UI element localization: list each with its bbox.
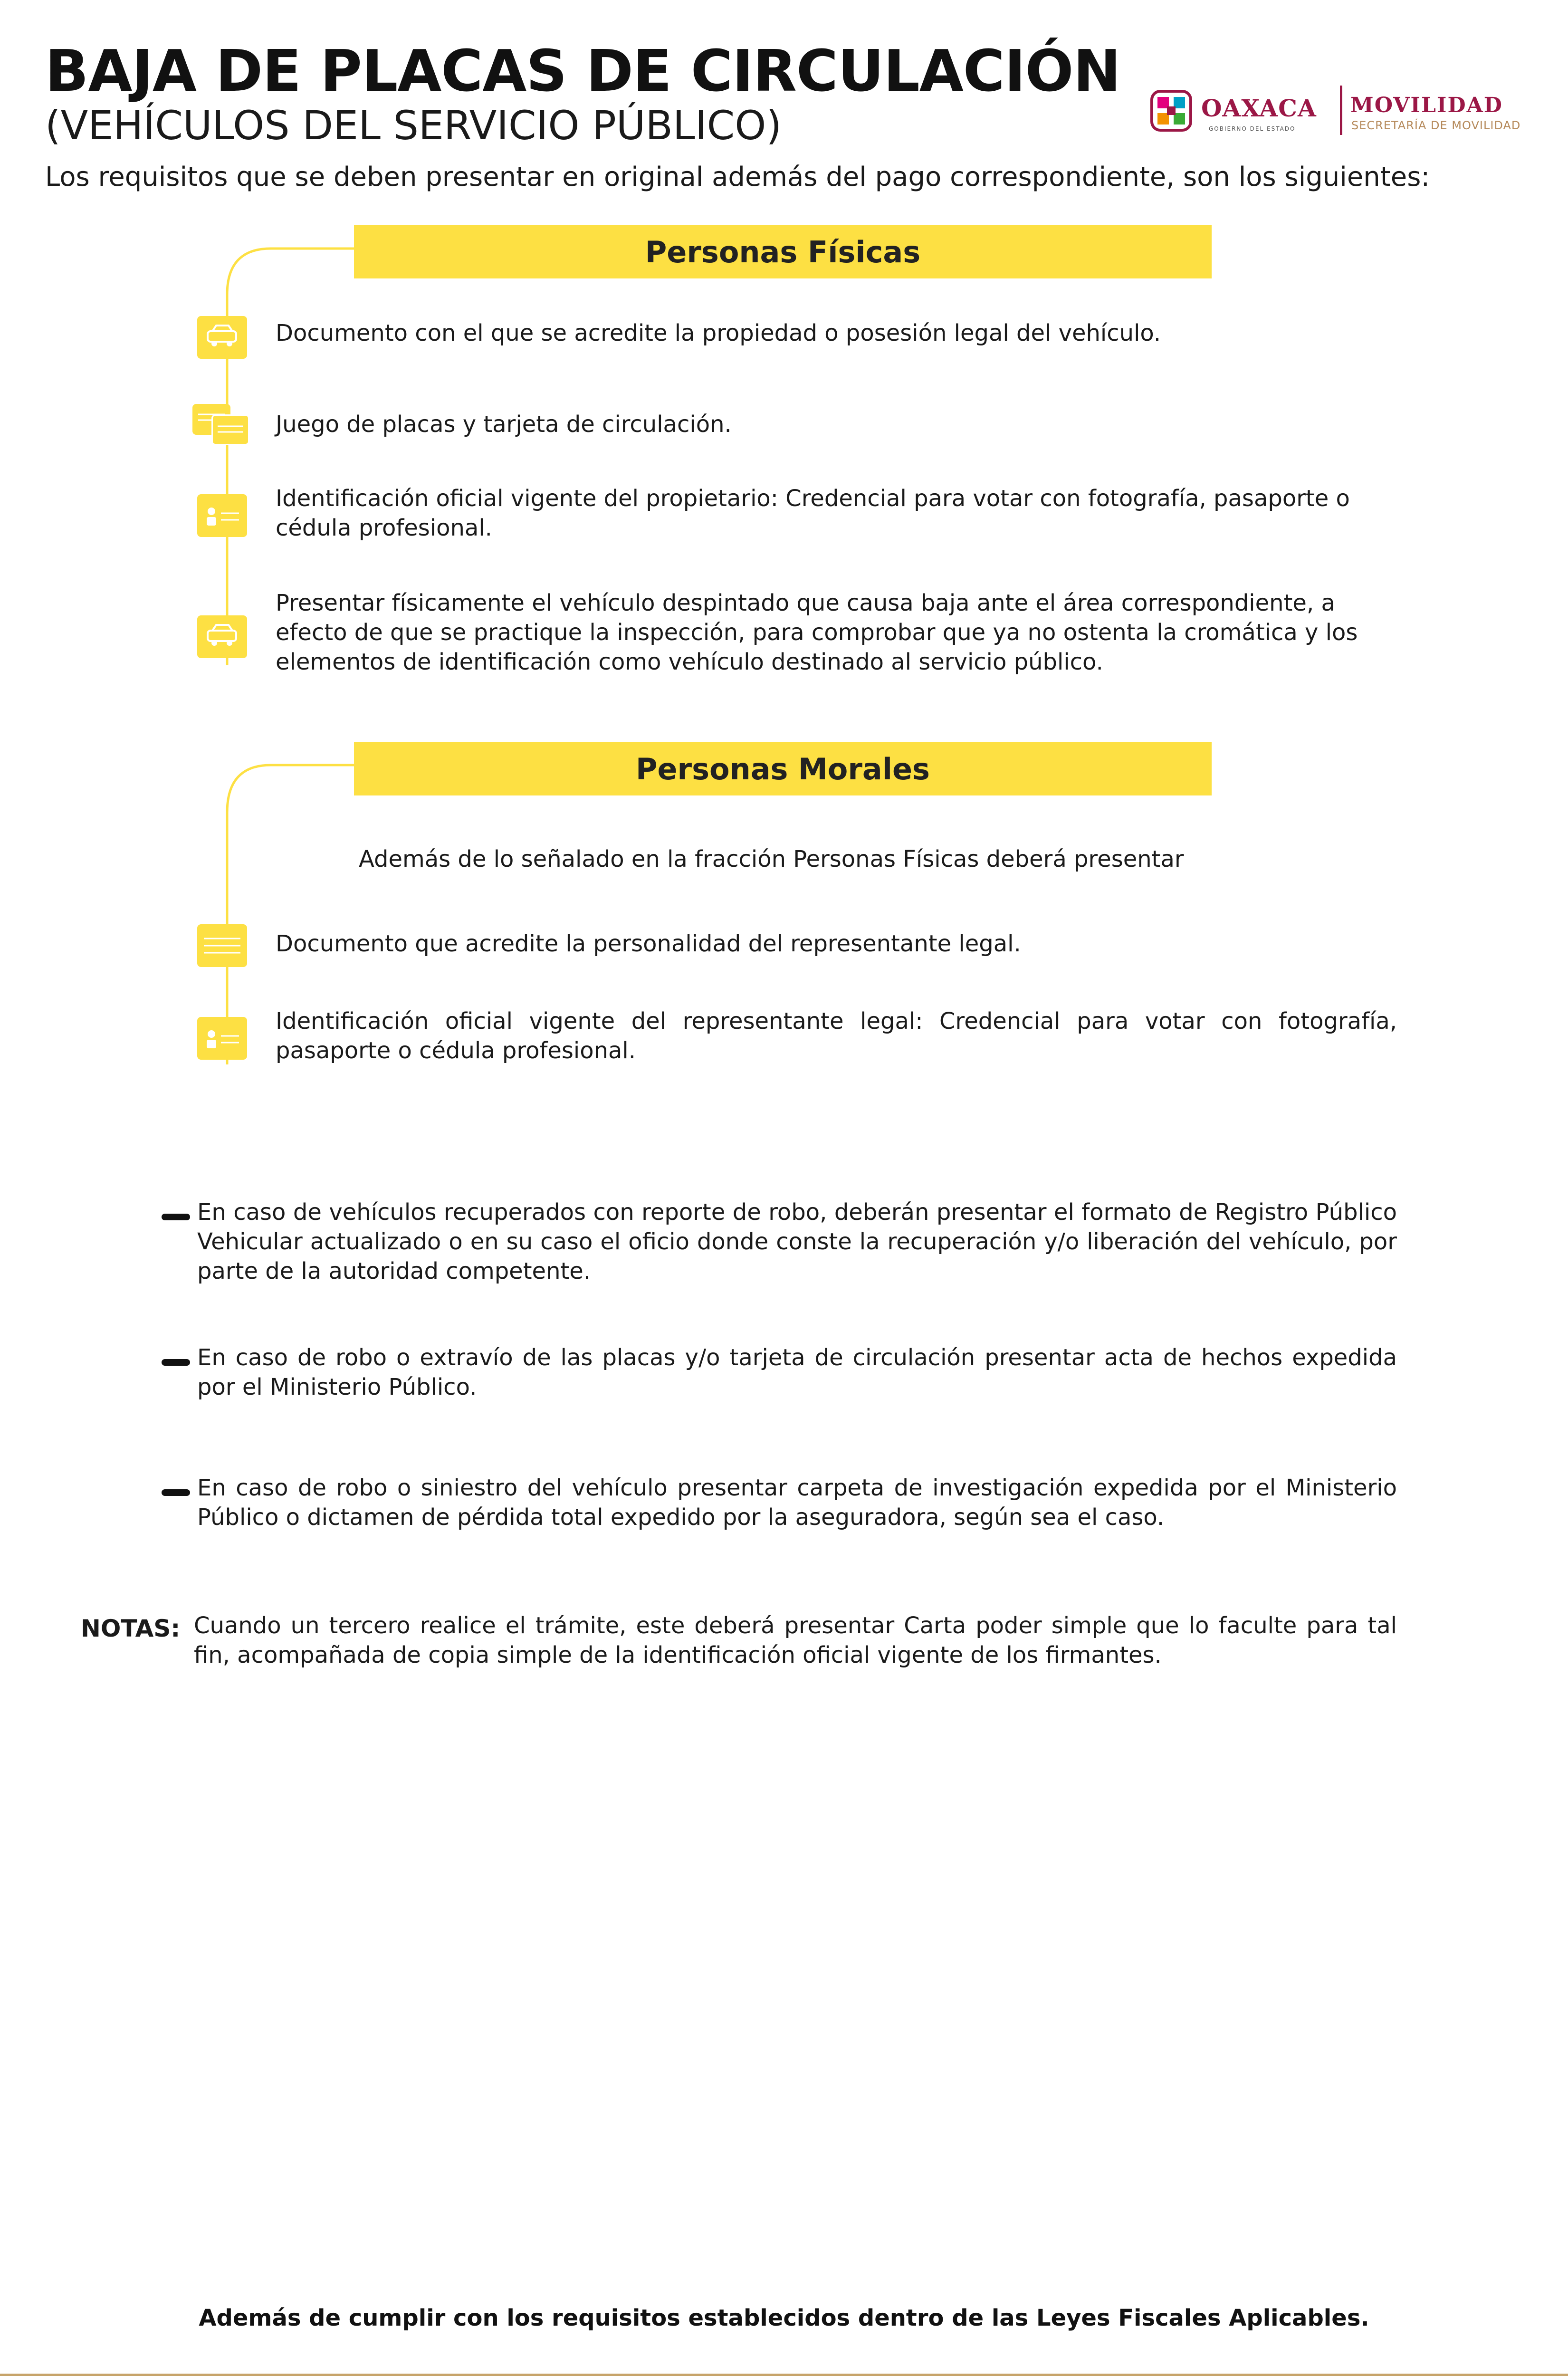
bullet-item-2: En caso de robo o extravío de las placas y/o tarjeta de circulación presentar acta de hechos expedida por el Ministerio Público. — [197, 1344, 1397, 1400]
section-header-personas-fisicas: Personas Físicas — [354, 225, 1212, 278]
notas-label: NOTAS: — [81, 1615, 181, 1642]
oaxaca-movilidad-logo — [1150, 86, 1530, 138]
morales-item-1: Documento que acredite la personalidad del representante legal. — [276, 930, 1021, 957]
page-title: BAJA DE PLACAS DE CIRCULACIÓN — [45, 38, 1120, 105]
morales-item-2: Identificación oficial vigente del representante legal: Credencial para votar con fotografía, pasaporte o cédula profesional. — [276, 1008, 1397, 1064]
bullet-dash — [162, 1359, 190, 1366]
greca-pattern — [0, 2374, 1568, 2376]
bullet-item-1: En caso de vehículos recuperados con reporte de robo, deberán presentar el formato de Registro Público Vehicular actualizado o en su caso el oficio donde conste la recuperación y/o liberación del vehículo, por parte de la autoridad competente. — [197, 1199, 1397, 1284]
logo-agency-name: MOVILIDAD — [1350, 93, 1503, 117]
id-card-icon — [197, 1017, 247, 1060]
logo-divider — [1340, 86, 1342, 135]
fisicas-item-2: Juego de placas y tarjeta de circulación. — [276, 411, 732, 438]
page-subtitle: (VEHÍCULOS DEL SERVICIO PÚBLICO) — [45, 102, 782, 149]
section-header-personas-morales: Personas Morales — [354, 742, 1212, 795]
footer-pattern-band — [0, 2374, 1568, 2376]
footer-note: Además de cumplir con los requisitos establecidos dentro de las Leyes Fiscales Aplicables. — [199, 2305, 1369, 2331]
plates-card-icon-back — [211, 414, 249, 445]
logo-state-name: OAXACA — [1201, 94, 1317, 122]
logo-state-sub: GOBIERNO DEL ESTADO — [1209, 125, 1296, 132]
notas-text: Cuando un tercero realice el trámite, este deberá presentar Carta poder simple que lo faculte para tal fin, acompañada de copia simple de la identificación oficial vigente de los firmantes. — [194, 1612, 1397, 1668]
fisicas-item-4: Presentar físicamente el vehículo despintado que causa baja ante el área correspondiente, a efecto de que se practique la inspección, para comprobar que ya no ostenta la cromática y los elementos de identificación como vehículo destinado al servicio público. — [276, 590, 1358, 675]
bullet-dash — [162, 1214, 190, 1220]
fisicas-item-1: Documento con el que se acredite la propiedad o posesión legal del vehículo. — [276, 320, 1161, 346]
document-icon — [197, 924, 247, 967]
intro-text: Los requisitos que se deben presentar en original además del pago correspondiente, son los siguientes: — [45, 162, 1430, 192]
fisicas-item-3: Identificación oficial vigente del propietario: Credencial para votar con fotografía, pasaporte o cédula profesional. — [276, 485, 1350, 541]
morales-note: Además de lo señalado en la fracción Personas Físicas deberá presentar — [359, 846, 1184, 872]
oaxaca-emblem-icon — [1150, 89, 1193, 132]
logo-agency-sub: SECRETARÍA DE MOVILIDAD — [1351, 119, 1521, 132]
car-document-icon — [197, 316, 247, 359]
id-card-icon — [197, 494, 247, 537]
bullet-dash — [162, 1489, 190, 1496]
car-inspection-icon — [197, 615, 247, 658]
bullet-item-3: En caso de robo o siniestro del vehículo presentar carpeta de investigación expedida por el Ministerio Público o dictamen de pérdida total expedido por la aseguradora, según sea el caso. — [197, 1475, 1397, 1531]
